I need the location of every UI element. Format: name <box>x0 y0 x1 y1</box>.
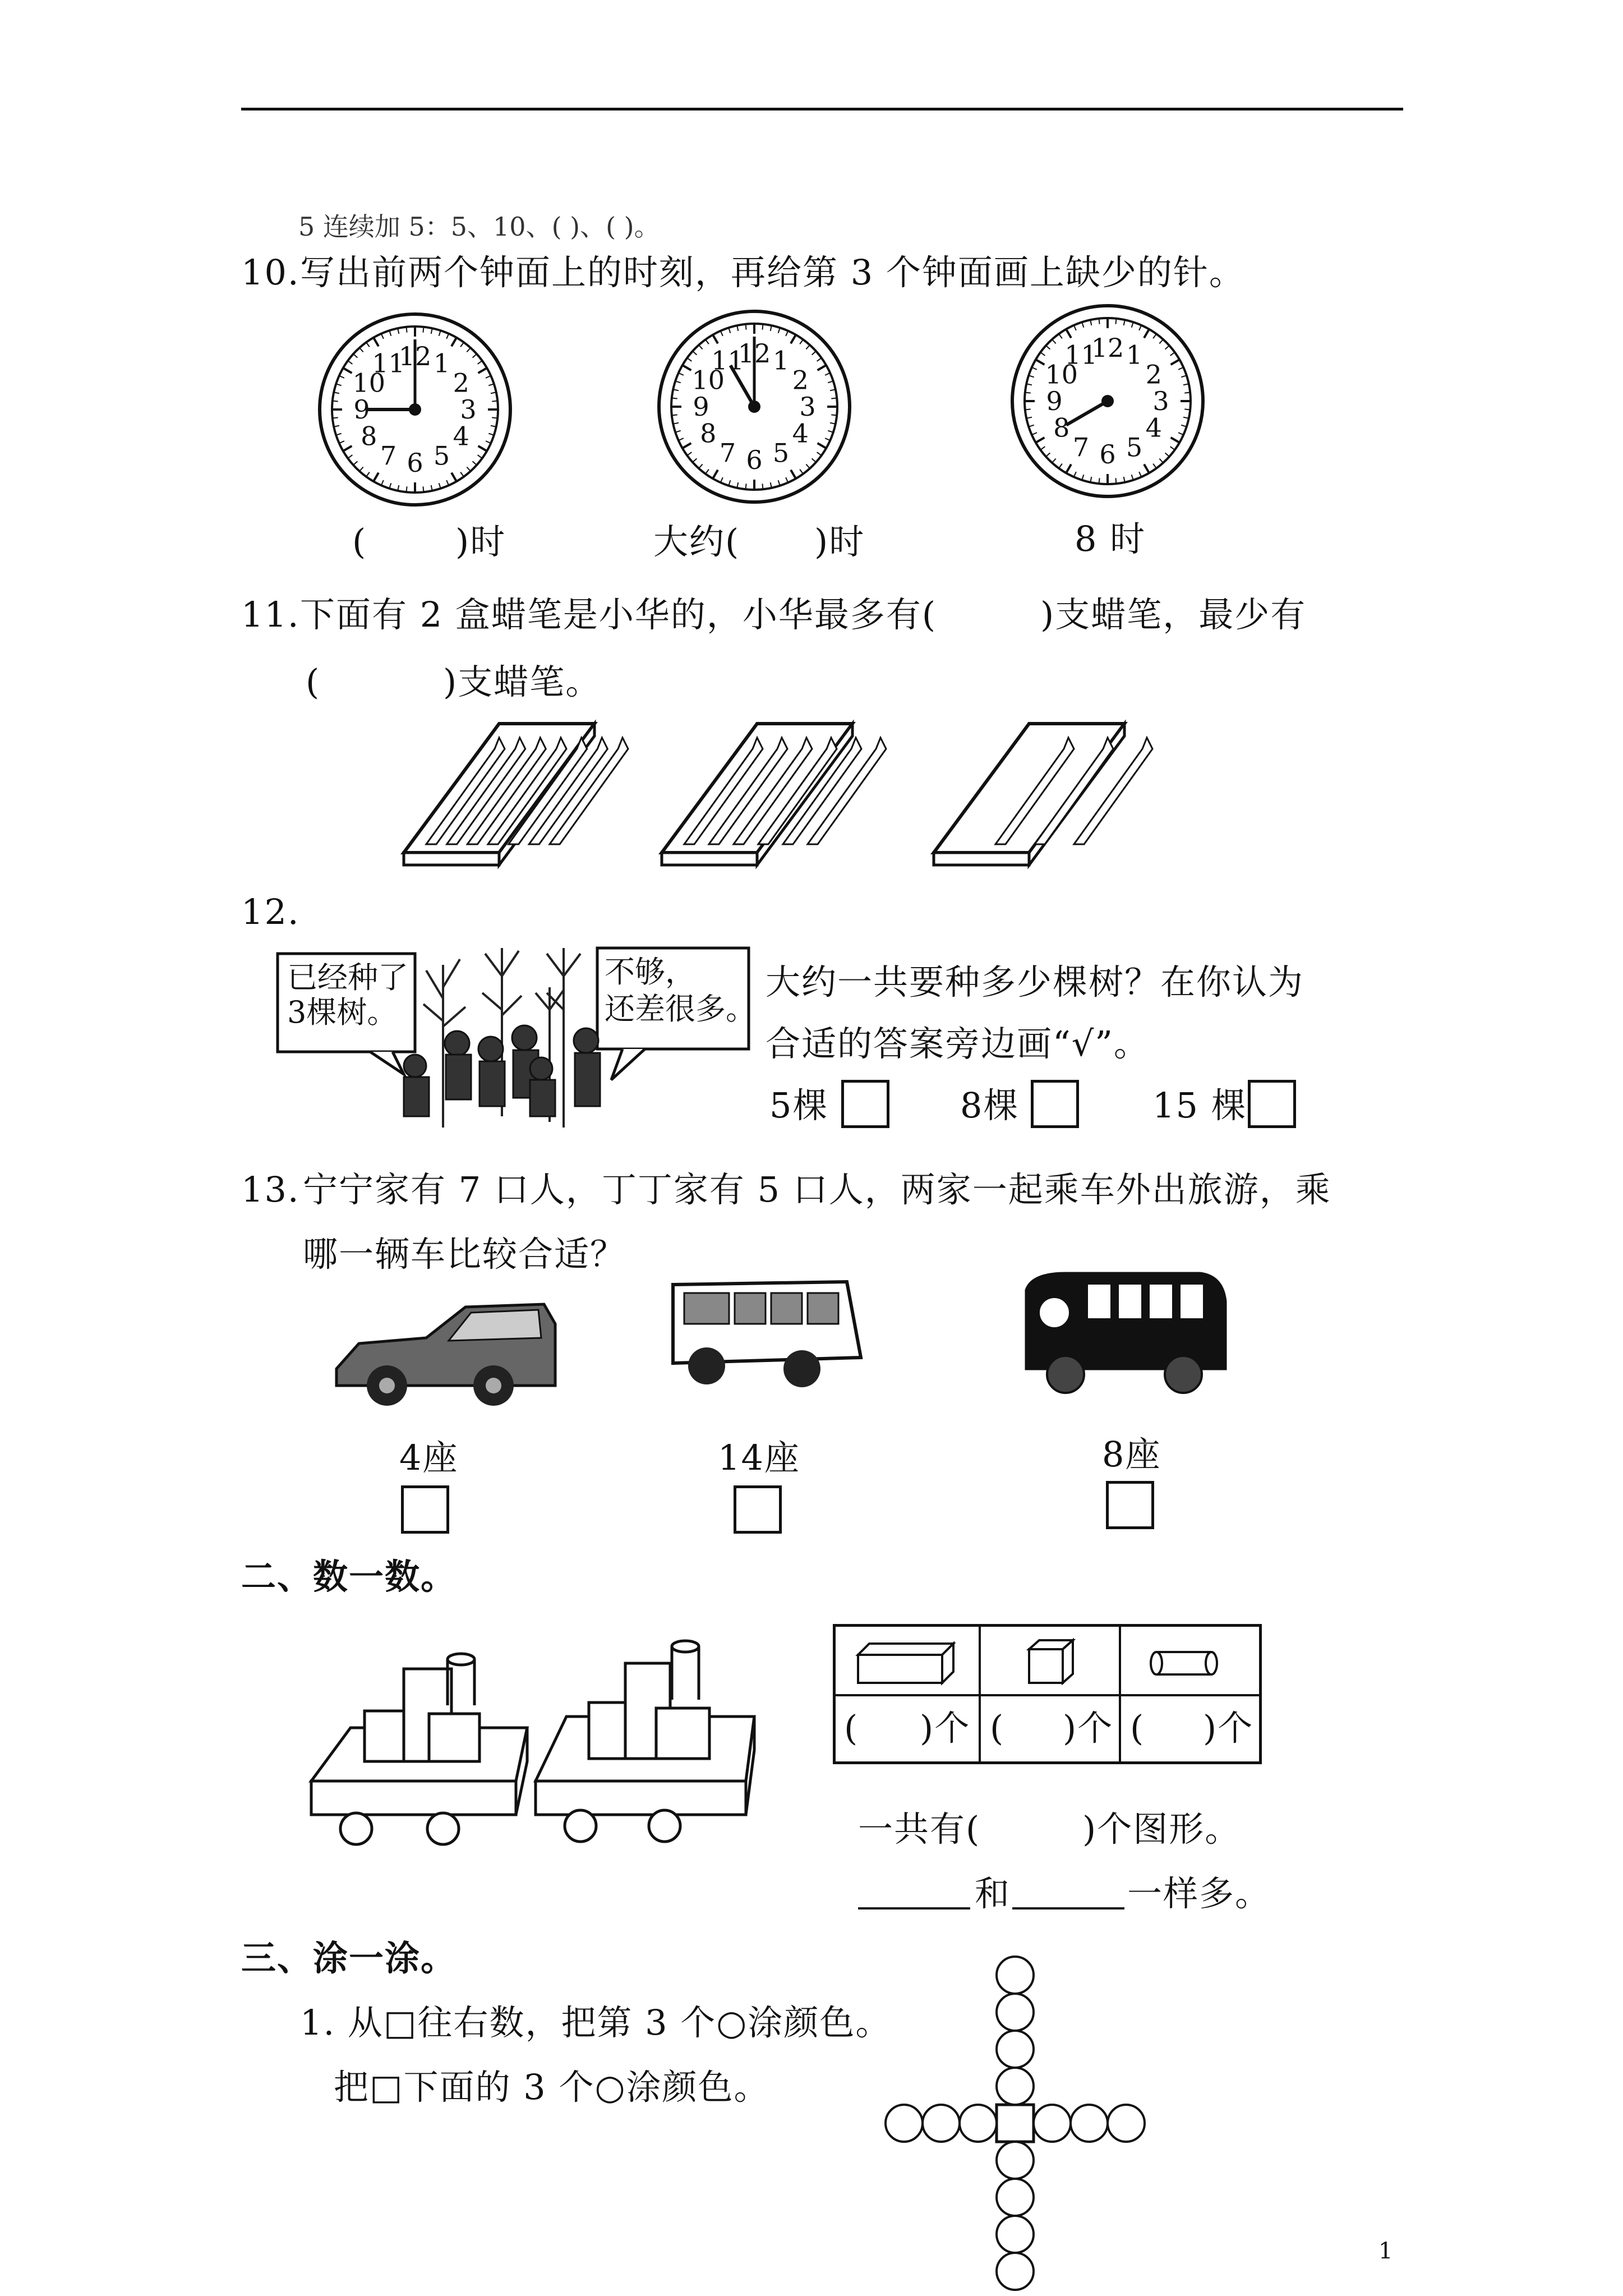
clock-number: 9 <box>353 394 370 425</box>
q12-question-line1: 大约一共要种多少棵树？在你认为 <box>766 961 1304 1002</box>
circle-up <box>997 1957 1034 1994</box>
section3-heading: 三、涂一涂。 <box>241 1938 457 1978</box>
q12-number: 12. <box>241 891 300 932</box>
clock-number: 7 <box>1072 432 1090 463</box>
car-seats: 4座 <box>399 1437 459 1478</box>
bubble-right-text: 不够， 还差很多。 <box>605 954 756 1027</box>
clock-number: 2 <box>453 367 469 398</box>
circle-right <box>1108 2105 1145 2142</box>
circle-down <box>997 2216 1034 2253</box>
total-shapes-a: 一共有( <box>858 1809 981 1849</box>
q12-question-line2: 合适的答案旁边画“√”。 <box>766 1023 1150 1064</box>
cell1-close: )个 <box>920 1708 971 1749</box>
bubble-left-text: 已经种了 3棵树。 <box>287 960 408 1030</box>
sequence-line: 5 连续加 5：5、10、( )、( )。 <box>298 211 660 242</box>
clock-number: 10 <box>1045 359 1078 390</box>
clock-number: 5 <box>433 440 450 471</box>
clock-number: 10 <box>352 367 386 398</box>
start-square <box>997 2105 1034 2142</box>
section3-line1: 1. 从□往右数，把第 3 个○涂颜色。 <box>300 2002 892 2043</box>
cell3-close: )个 <box>1203 1708 1254 1749</box>
clock-number: 11 <box>1064 339 1098 370</box>
clock-number: 12 <box>398 341 432 371</box>
q13-number: 13. <box>241 1169 300 1210</box>
section3-line2: 把□下面的 3 个○涂颜色。 <box>334 2067 770 2108</box>
clock1-caption-open: ( <box>352 521 367 562</box>
q10-prompt: 写出前两个钟面上的时刻，再给第 3 个钟面画上缺少的针。 <box>300 252 1245 293</box>
clock-number: 8 <box>361 421 377 452</box>
page-number: 1 <box>1378 2238 1393 2264</box>
q13-line2: 哪一辆车比较合适？ <box>303 1234 626 1274</box>
bus-seats: 8座 <box>1102 1434 1161 1475</box>
clock-number: 12 <box>737 338 771 369</box>
clock-number: 1 <box>1126 339 1143 370</box>
clock2-caption-open: 大约( <box>653 521 740 562</box>
clock-number: 1 <box>772 345 790 376</box>
clock-number: 5 <box>772 438 790 468</box>
clock-number: 5 <box>1126 432 1143 463</box>
clock-number: 8 <box>700 418 717 449</box>
circle-left <box>960 2105 997 2142</box>
clock-number: 11 <box>372 348 405 379</box>
clock-number: 12 <box>1091 333 1124 363</box>
clock-number: 10 <box>691 365 725 395</box>
circle-right <box>1071 2105 1108 2142</box>
clock-number: 2 <box>1145 359 1162 390</box>
q11-line2-a: ( <box>306 661 321 702</box>
circle-up <box>997 1994 1034 2031</box>
clock-number: 4 <box>1145 412 1162 443</box>
clock2-caption-close: )时 <box>814 521 865 562</box>
clock-number: 4 <box>792 418 809 449</box>
clock3-caption: 8 时 <box>1075 518 1146 559</box>
clock-number: 6 <box>1099 439 1116 470</box>
clock-number: 6 <box>746 445 763 475</box>
section2-heading: 二、数一数。 <box>241 1556 457 1597</box>
q10-number: 10. <box>241 252 300 293</box>
q11-number: 11. <box>241 594 300 635</box>
circle-up <box>997 2031 1034 2068</box>
cell2-close: )个 <box>1063 1708 1114 1749</box>
clock-number: 2 <box>792 365 809 395</box>
q12-option-15: 15 棵 <box>1152 1085 1247 1126</box>
clock-number: 6 <box>407 448 423 478</box>
circle-down <box>997 2253 1034 2290</box>
clock-number: 7 <box>719 438 736 468</box>
clock-number: 9 <box>1046 386 1063 416</box>
q13-line1: 宁宁家有 7 口人，丁丁家有 5 口人，两家一起乘车外出旅游，乘 <box>303 1169 1331 1210</box>
same-and: 和 <box>975 1873 1011 1914</box>
q11-line1-b: )支蜡笔，最少有 <box>1040 594 1307 635</box>
cell1-open: ( <box>844 1708 859 1749</box>
same-text: 一样多。 <box>1127 1873 1271 1914</box>
clock-number: 9 <box>693 392 709 422</box>
clock-number: 11 <box>711 345 744 376</box>
clock-number: 8 <box>1053 412 1070 443</box>
clock-number: 3 <box>1152 386 1169 416</box>
clock-number: 4 <box>453 421 469 452</box>
clock1-caption-close: )时 <box>455 521 506 562</box>
total-shapes-b: )个图形。 <box>1082 1809 1241 1849</box>
cell3-open: ( <box>1130 1708 1145 1749</box>
circle-left <box>886 2105 923 2142</box>
clock-number: 3 <box>460 394 477 425</box>
circle-down <box>997 2179 1034 2216</box>
clock-number: 1 <box>433 348 450 379</box>
circle-left <box>923 2105 960 2142</box>
van-seats: 14座 <box>718 1437 800 1478</box>
q12-option-5: 5棵 <box>769 1085 829 1126</box>
q11-line2-b: )支蜡笔。 <box>443 661 602 702</box>
q11-line1-a: 下面有 2 盒蜡笔是小华的，小华最多有( <box>300 594 937 635</box>
clock-number: 3 <box>799 392 816 422</box>
circle-right <box>1034 2105 1071 2142</box>
clock-number: 7 <box>380 440 397 471</box>
q12-option-8: 8棵 <box>960 1085 1020 1126</box>
cell2-open: ( <box>990 1708 1005 1749</box>
circle-down <box>997 2142 1034 2179</box>
circle-up <box>997 2068 1034 2105</box>
